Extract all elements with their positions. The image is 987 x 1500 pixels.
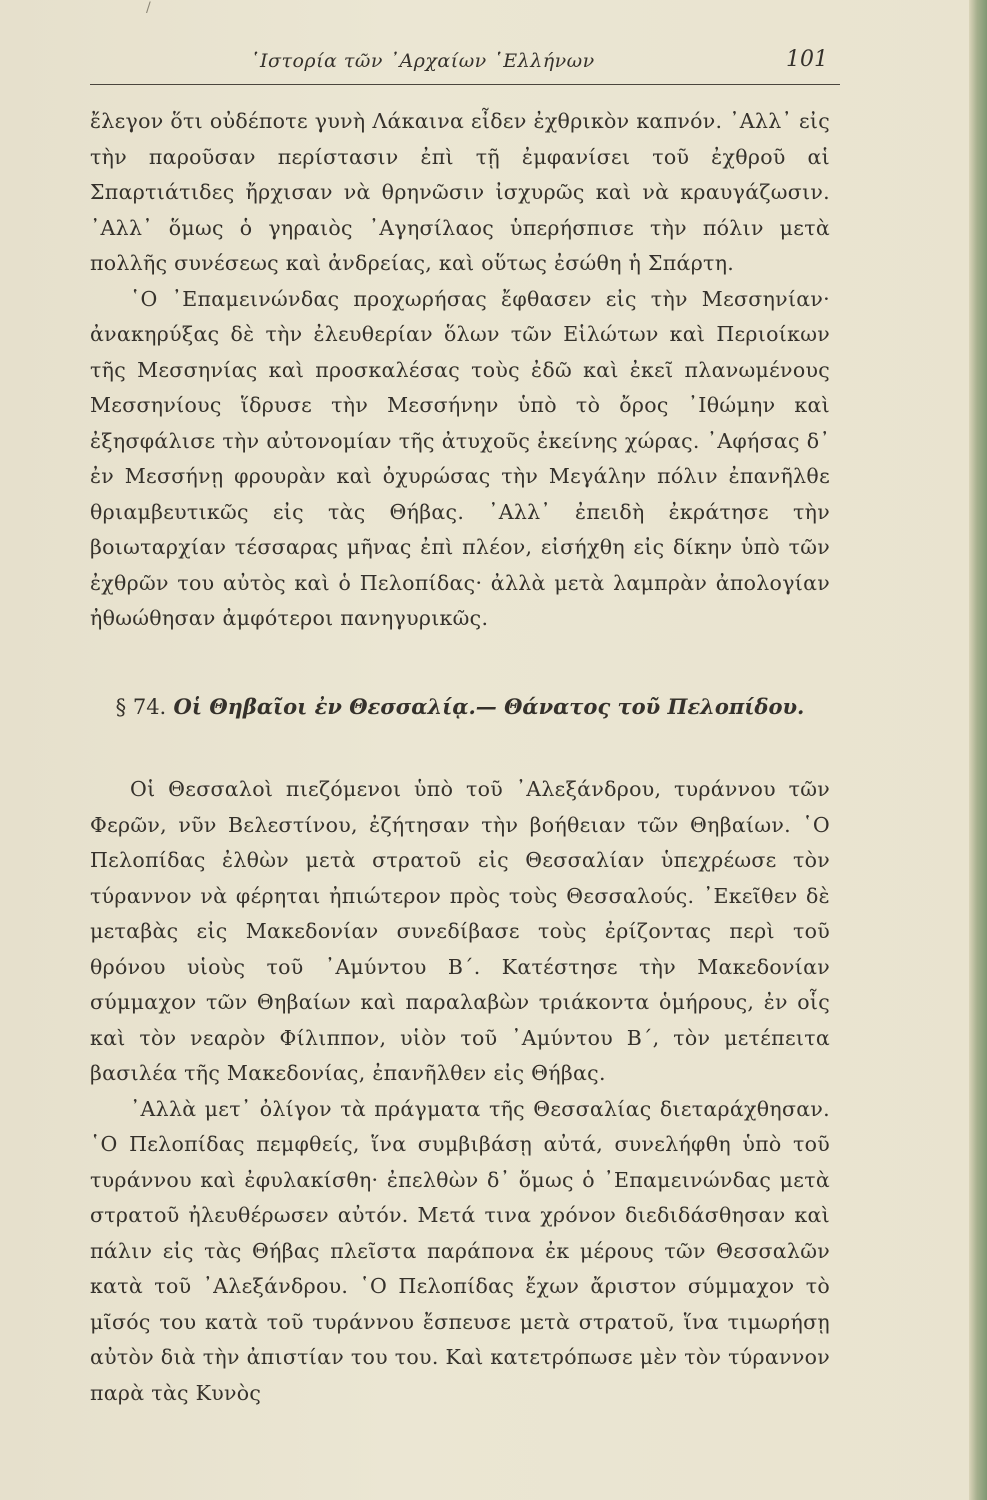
page-number: 101 xyxy=(786,47,828,72)
section-heading xyxy=(90,692,830,722)
paragraph-4: ᾿Αλλὰ μετ᾿ ὀλίγον τὰ πράγματα τῆς Θεσσαλίας διεταράχθησαν. ῾Ο Πελοπίδας πεμφθείς, ἵνα συμβιβάσῃ αὐτά, συνελήφθη ὑπὸ τοῦ τυράννου καὶ ἐφυλακίσθη· ἐπελθὼν δ᾿ ὅμως ὁ ᾿Επαμεινώνδας μετὰ στρατοῦ ἠλευθέρωσεν αὐτόν. Μετά τινα χρόνον διεδιδάσθησαν καὶ πάλιν εἰς τὰς Θήβας πλεῖστα παράπονα ἐκ μέρους τῶν Θεσσαλῶν κατὰ τοῦ ᾿Αλεξάνδρου. ῾Ο Πελοπίδας ἔχων ἄριστον σύμμαχον τὸ μῖσός του κατὰ τοῦ τυράννου ἔσπευσε μετὰ στρατοῦ, ἵνα τιμωρήσῃ αὐτὸν διὰ τὴν ἀπιστίαν του του. Καὶ κατετρόπωσε μὲν τὸν τύραννον παρὰ τὰς Κυνὸς xyxy=(90,1096,830,1405)
page-edge-shadow xyxy=(969,0,987,1500)
section-title: Οἱ Θηβαῖοι ἐν Θεσσαλίᾳ.— Θάνατος τοῦ Πελοπίδου. xyxy=(173,694,805,719)
running-title: ῾Ιστορία τῶν ᾿Αρχαίων ῾Ελλήνων xyxy=(250,50,595,72)
text-block-bottom xyxy=(90,772,830,1411)
paragraph-1: ἔλεγον ὅτι οὐδέποτε γυνὴ Λάκαινα εἶδεν ἐχθρικὸν καπνόν. ᾿Αλλ᾿ εἰς τὴν παροῦσαν περίστασιν ἐπὶ τῇ ἐμφανίσει τοῦ ἐχθροῦ αἱ Σπαρτιάτιδες ἤρχισαν νὰ θρηνῶσιν ἰσχυρῶς καὶ νὰ κραυγάζωσιν. ᾿Αλλ᾿ ὅμως ὁ γηραιὸς ᾿Αγησίλαος ὑπερήσπισε τὴν πόλιν μετὰ πολλῆς συνέσεως καὶ ἀνδρείας, καὶ οὕτως ἐσώθη ἡ Σπάρτη. xyxy=(90,109,830,275)
text-block-top xyxy=(90,104,830,637)
stray-pencil-mark: / xyxy=(146,0,151,16)
page-header xyxy=(90,47,840,80)
header-rule xyxy=(90,84,840,85)
paragraph-2: ῾Ο ᾿Επαμεινώνδας προχωρήσας ἔφθασεν εἰς τὴν Μεσσηνίαν· ἀνακηρύξας δὲ τὴν ἐλευθερίαν ὅλων τῶν Εἱλώτων καὶ Περιοίκων τῆς Μεσσηνίας καὶ προσκαλέσας τοὺς ἐδῶ καὶ ἐκεῖ πλανωμένους Μεσσηνίους ἵδρυσε τὴν Μεσσήνην ὑπὸ τὸ ὄρος ᾿Ιθώμην καὶ ἐξησφάλισε τὴν αὐτονομίαν τῆς ἀτυχοῦς ἐκείνης χώρας. ᾿Αφήσας δ᾿ ἐν Μεσσήνῃ φρουρὰν καὶ ὀχυρώσας τὴν Μεγάλην πόλιν ἐπανῆλθε θριαμβευτικῶς εἰς τὰς Θήβας. ᾿Αλλ᾿ ἐπειδὴ ἐκράτησε τὴν βοιωταρχίαν τέσσαρας μῆνας ἐπὶ πλέον, εἰσήχθη εἰς δίκην ὑπὸ τῶν ἐχθρῶν του αὐτὸς καὶ ὁ Πελοπίδας· ἀλλὰ μετὰ λαμπρὰν ἀπολογίαν ἠθωώθησαν ἀμφότεροι πανηγυρικῶς. xyxy=(90,286,830,630)
paragraph-3: Οἱ Θεσσαλοὶ πιεζόμενοι ὑπὸ τοῦ ᾿Αλεξάνδρου, τυράννου τῶν Φερῶν, νῦν Βελεστίνου, ἐζήτησαν τὴν βοήθειαν τῶν Θηβαίων. ῾Ο Πελοπίδας ἐλθὼν μετὰ στρατοῦ εἰς Θεσσαλίαν ὑπεχρέωσε τὸν τύραννον νὰ φέρηται ἠπιώτερον πρὸς τοὺς Θεσσαλούς. ᾿Εκεῖθεν δὲ μεταβὰς εἰς Μακεδονίαν συνεδίβασε τοὺς ἐρίζοντας περὶ τοῦ θρόνου υἱοὺς τοῦ ᾿Αμύντου Β΄. Κατέστησε τὴν Μακεδονίαν σύμμαχον τῶν Θηβαίων καὶ παραλαβὼν τριάκοντα ὁμήρους, ἐν οἷς καὶ τὸν νεαρὸν Φίλιππον, υἱὸν τοῦ ᾿Αμύντου Β΄, τὸν μετέπειτα βασιλέα τῆς Μακεδονίας, ἐπανῆλθεν εἰς Θήβας. xyxy=(90,777,830,1085)
section-number: § 74. xyxy=(115,695,167,719)
